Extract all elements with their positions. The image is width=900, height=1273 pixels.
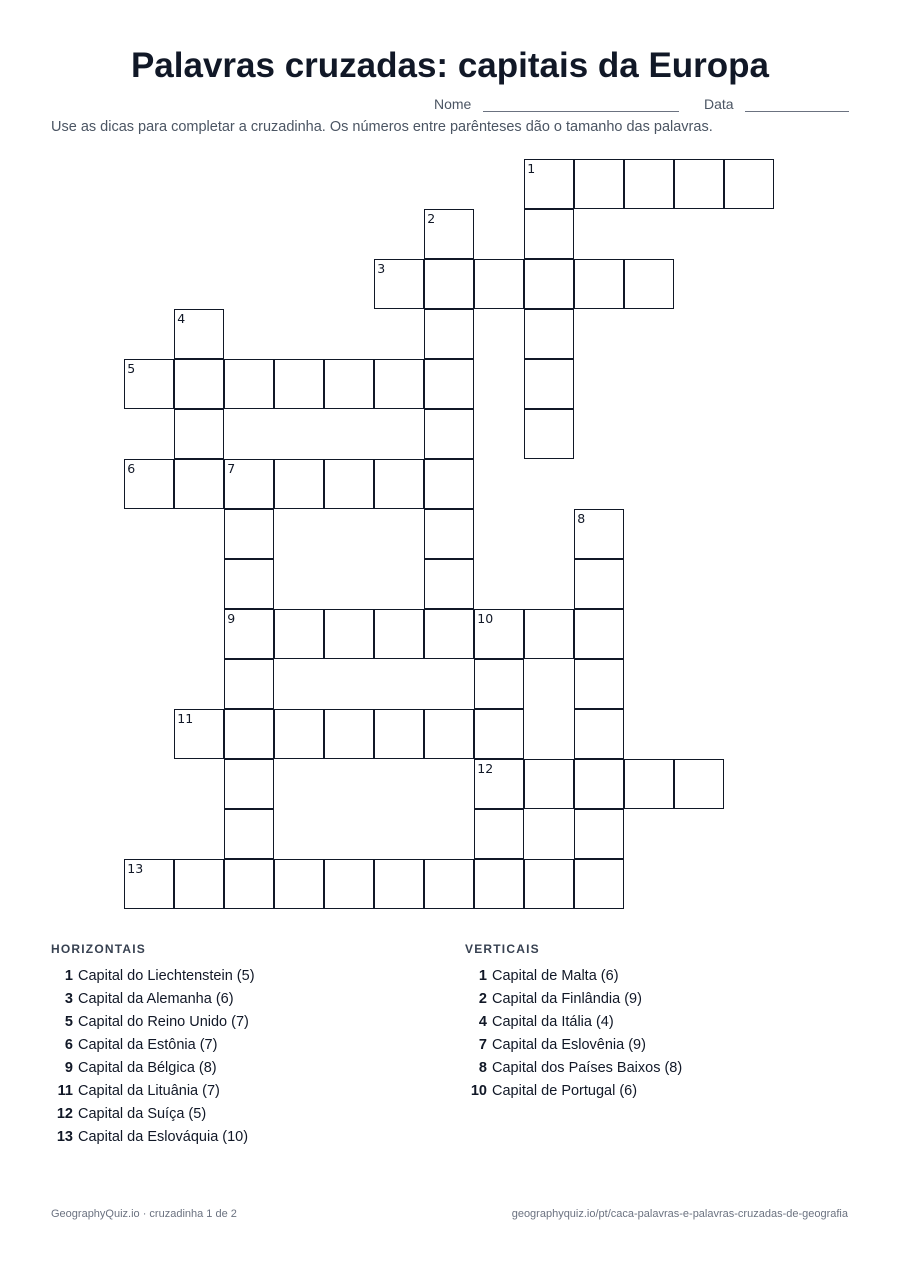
- clue-down: 2 Capital da Finlândia (9): [478, 991, 642, 1007]
- grid-cell[interactable]: [374, 459, 424, 509]
- clue-number: 9: [227, 611, 236, 627]
- grid-cell[interactable]: [124, 459, 174, 509]
- down-clues: [465, 942, 845, 1103]
- grid-cell[interactable]: [374, 359, 424, 409]
- grid-cell[interactable]: [324, 359, 374, 409]
- across-clues: [51, 942, 431, 1149]
- clue-across: 6 Capital da Estônia (7): [64, 1037, 218, 1053]
- grid-cell[interactable]: [574, 159, 624, 209]
- grid-cell[interactable]: [374, 609, 424, 659]
- grid-cell[interactable]: [574, 709, 624, 759]
- grid-cell[interactable]: [324, 709, 374, 759]
- grid-cell[interactable]: [424, 859, 474, 909]
- grid-cell[interactable]: [424, 459, 474, 509]
- grid-cell[interactable]: [324, 859, 374, 909]
- name-field[interactable]: [434, 96, 679, 112]
- grid-cell[interactable]: [624, 759, 674, 809]
- grid-cell[interactable]: [524, 609, 574, 659]
- grid-cell[interactable]: [224, 459, 274, 509]
- grid-cell[interactable]: [424, 309, 474, 359]
- grid-cell[interactable]: [574, 759, 624, 809]
- clue-number: 5: [127, 361, 136, 377]
- grid-cell[interactable]: [424, 609, 474, 659]
- clue-number: 6: [127, 461, 136, 477]
- clue-number: 4: [177, 311, 186, 327]
- name-label: Nome: [434, 96, 472, 112]
- grid-cell[interactable]: [424, 259, 474, 309]
- grid-cell[interactable]: [524, 409, 574, 459]
- grid-cell[interactable]: [524, 759, 574, 809]
- grid-cell[interactable]: [574, 259, 624, 309]
- grid-cell[interactable]: [524, 859, 574, 909]
- grid-cell[interactable]: [124, 359, 174, 409]
- grid-cell[interactable]: [274, 359, 324, 409]
- clue-number: 13: [127, 861, 144, 877]
- footer-left: GeographyQuiz.io · cruzadinha 1 de 2: [51, 1208, 237, 1220]
- clue-number: 8: [577, 511, 586, 527]
- grid-cell[interactable]: [424, 209, 474, 259]
- clue-number: 10: [477, 611, 494, 627]
- grid-cell[interactable]: [324, 459, 374, 509]
- grid-cell[interactable]: [474, 659, 524, 709]
- grid-cell[interactable]: [524, 259, 574, 309]
- grid-cell[interactable]: [524, 359, 574, 409]
- clue-number: 12: [477, 761, 494, 777]
- clue-down: 8 Capital dos Países Baixos (8): [478, 1060, 683, 1076]
- grid-cell[interactable]: [574, 809, 624, 859]
- grid-cell[interactable]: [424, 509, 474, 559]
- page-title: Palavras cruzadas: capitais da Europa: [130, 46, 770, 85]
- clue-across: 13 Capital da Eslováquia (10): [56, 1129, 249, 1145]
- clue-number: 11: [177, 711, 194, 727]
- grid-cell[interactable]: [574, 559, 624, 609]
- grid-cell[interactable]: [424, 709, 474, 759]
- grid-cell[interactable]: [524, 159, 574, 209]
- grid-cell[interactable]: [274, 459, 324, 509]
- grid-cell[interactable]: [224, 559, 274, 609]
- grid-cell[interactable]: [674, 159, 724, 209]
- clue-number: 7: [227, 461, 236, 477]
- grid-cell[interactable]: [574, 509, 624, 559]
- grid-cell[interactable]: [174, 309, 224, 359]
- grid-cell[interactable]: [424, 409, 474, 459]
- grid-cell[interactable]: [474, 709, 524, 759]
- grid-cell[interactable]: [524, 209, 574, 259]
- grid-cell[interactable]: [174, 359, 224, 409]
- grid-cell[interactable]: [274, 709, 324, 759]
- grid-cell[interactable]: [424, 559, 474, 609]
- clue-down: 7 Capital da Eslovênia (9): [478, 1037, 646, 1053]
- grid-cell[interactable]: [474, 759, 524, 809]
- clue-number: 2: [427, 211, 436, 227]
- grid-cell[interactable]: [174, 859, 224, 909]
- grid-cell[interactable]: [374, 859, 424, 909]
- grid-cell[interactable]: [324, 609, 374, 659]
- grid-cell[interactable]: [724, 159, 774, 209]
- clue-across: 3 Capital da Alemanha (6): [64, 991, 234, 1007]
- clue-down: 10 Capital de Portugal (6): [470, 1083, 638, 1099]
- clue-across: 11 Capital da Lituânia (7): [57, 1083, 220, 1099]
- clue-down: 4 Capital da Itália (4): [478, 1014, 614, 1030]
- grid-cell[interactable]: [224, 359, 274, 409]
- grid-cell[interactable]: [474, 809, 524, 859]
- grid-cell[interactable]: [224, 509, 274, 559]
- grid-cell[interactable]: [224, 809, 274, 859]
- grid-cell[interactable]: [374, 259, 424, 309]
- grid-cell[interactable]: [174, 459, 224, 509]
- grid-cell[interactable]: [474, 859, 524, 909]
- clue-across: 12 Capital da Suíça (5): [56, 1106, 207, 1122]
- clue-number: 3: [377, 261, 386, 277]
- grid-cell[interactable]: [524, 309, 574, 359]
- clue-down: 1 Capital de Malta (6): [478, 968, 619, 984]
- grid-cell[interactable]: [174, 709, 224, 759]
- grid-cell[interactable]: [224, 859, 274, 909]
- grid-cell[interactable]: [574, 859, 624, 909]
- grid-cell[interactable]: [474, 259, 524, 309]
- grid-cell[interactable]: [424, 359, 474, 409]
- down-heading: VERTICAIS: [465, 942, 540, 956]
- clue-across: 9 Capital da Bélgica (8): [64, 1060, 217, 1076]
- grid-cell[interactable]: [274, 609, 324, 659]
- grid-cell[interactable]: [124, 859, 174, 909]
- grid-cell[interactable]: [374, 709, 424, 759]
- instructions: Use as dicas para completar a cruzadinha. Os números entre parênteses dão o tamanho das palavras.: [51, 119, 713, 135]
- footer-right: geographyquiz.io/pt/caca-palavras-e-palavras-cruzadas-de-geografia: [511, 1208, 848, 1220]
- grid-cell[interactable]: [624, 259, 674, 309]
- grid-cell[interactable]: [574, 609, 624, 659]
- grid-cell[interactable]: [174, 409, 224, 459]
- grid-cell[interactable]: [224, 659, 274, 709]
- date-line[interactable]: [745, 97, 849, 112]
- across-heading: HORIZONTAIS: [51, 942, 146, 956]
- clue-across: 5 Capital do Reino Unido (7): [64, 1014, 249, 1030]
- grid-cell[interactable]: [574, 659, 624, 709]
- date-field[interactable]: [704, 96, 849, 112]
- date-label: Data: [704, 96, 734, 112]
- grid-cell[interactable]: [274, 859, 324, 909]
- grid-cell[interactable]: [474, 609, 524, 659]
- grid-cell[interactable]: [624, 159, 674, 209]
- clue-number: 1: [527, 161, 536, 177]
- grid-cell[interactable]: [224, 759, 274, 809]
- clue-across: 1 Capital do Liechtenstein (5): [64, 968, 255, 984]
- grid-cell[interactable]: [224, 709, 274, 759]
- name-line[interactable]: [483, 97, 679, 112]
- grid-cell[interactable]: [224, 609, 274, 659]
- grid-cell[interactable]: [674, 759, 724, 809]
